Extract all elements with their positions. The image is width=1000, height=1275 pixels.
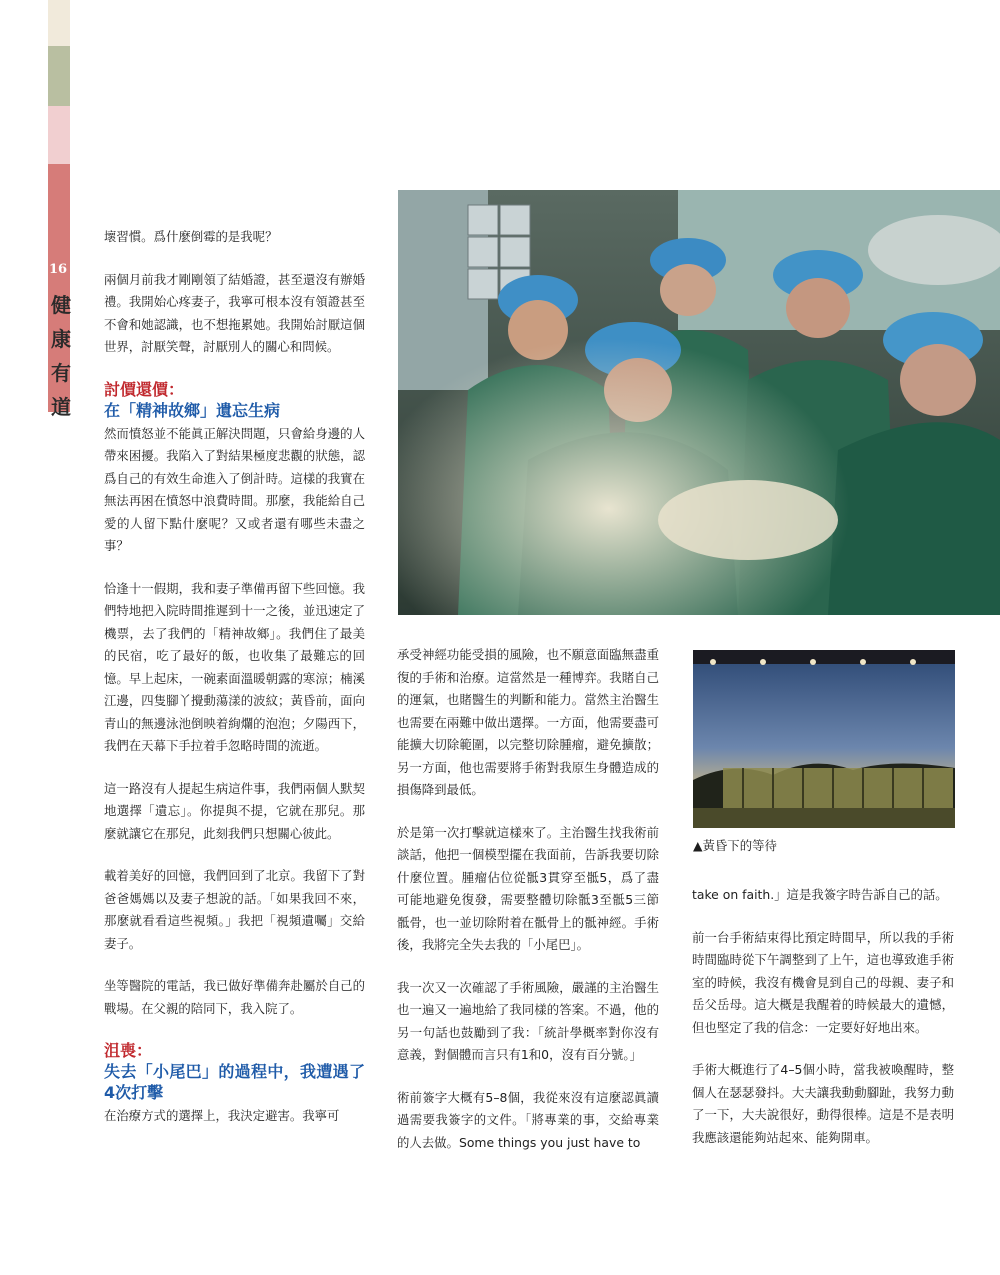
photo-caption: ▲黃昏下的等待: [693, 838, 777, 853]
strip-pink: [48, 106, 70, 164]
text-column-3: [692, 884, 954, 1169]
paragraph: 手術大概進行了4–5個小時，當我被喚醒時，整個人在瑟瑟發抖。大夫讓我動動腳趾，我努力動了一下，大夫說很好，動得很棒。這是不是表明我應該還能夠站起來、能夠開車。: [692, 1062, 954, 1145]
paragraph: 承受神經功能受損的風險，也不願意面臨無盡重復的手術和治療。這當然是一種博弈。我賭自己的運氣，也賭醫生的判斷和能力。當然主治醫生也需要在兩難中做出選擇。一方面，他需要盡可能擴大切除範圍，以完整切除腫瘤，避免擴散；另一方面，他也需要將手術對我原生身體造成的損傷降到最低。: [397, 647, 659, 797]
sunset-photo: [693, 650, 955, 828]
subheading-label: 沮喪：: [104, 1041, 153, 1060]
subheading-text: 在「精神故鄉」遺忘生病: [104, 400, 281, 420]
text-column-1: [104, 226, 365, 1148]
strip-cream: [48, 0, 70, 46]
text-column-2: [397, 644, 659, 1174]
paragraph: 兩個月前我才剛剛領了結婚證，甚至還沒有辦婚禮。我開始心疼妻子，我寧可根本沒有領證甚至不會和她認識，也不想拖累她。我開始討厭這個世界，討厭笑聲，討厭別人的關心和問候。: [104, 271, 365, 354]
paragraph: 恰逢十一假期，我和妻子準備再留下些回憶。我們特地把入院時間推遲到十一之後，並迅速定了機票，去了我們的「精神故鄉」。我們住了最美的民宿，吃了最好的飯，也收集了最難忘的回憶。早上起床，一碗素面溫暖朝露的寒涼；楠溪江邊，四隻腳丫攪動蕩漾的波紋；黃昏前，面向青山的無邊泳池倒映着絢爛的泡泡；夕陽西下，我們在天幕下手拉着手忽略時間的流逝。: [104, 580, 365, 753]
strip-olive: [48, 46, 70, 106]
paragraph: 我一次又一次確認了手術風險，嚴謹的主治醫生也一遍又一遍地給了我同樣的答案。不過，他的另一句話也鼓勵到了我：「統計學概率對你沒有意義，對個體而言只有1和0，沒有百分號。」: [397, 979, 659, 1062]
paragraph: 這一路沒有人提起生病這件事，我們兩個人默契地選擇「遺忘」。你提與不提，它就在那兒。那麼就讓它在那兒，此刻我們只想關心彼此。: [104, 780, 365, 841]
subheading-text: 失去「小尾巴」的過程中，我遭遇了4次打擊: [104, 1062, 365, 1102]
paragraph: take on faith.」這是我簽字時告訴自己的話。: [692, 887, 948, 902]
subheading-depression: [104, 1040, 365, 1103]
paragraph: 在治療方式的選擇上，我決定避害。我寧可: [104, 1108, 340, 1123]
paragraph: 於是第一次打擊就這樣來了。主治醫生找我術前談話，他把一個模型擺在我面前，告訴我要切除什麼位置。腫瘤佔位從骶3貫穿至骶5，爲了盡可能地避免復發，需要整體切除骶3至骶5三節骶骨，也一並切除附着在骶骨上的骶神經。手術後，我將完全失去我的「小尾巴」。: [397, 824, 659, 952]
paragraph: 載着美好的回憶，我們回到了北京。我留下了對爸爸媽媽以及妻子想說的話。「如果我回不來，那麼就看看這些視頻。」我把「視頻遺囑」交給妻子。: [104, 868, 365, 951]
paragraph: 坐等醫院的電話，我已做好準備奔赴屬於自己的戰場。在父親的陪同下，我入院了。: [104, 978, 365, 1016]
subheading-label: 討價還價：: [104, 379, 185, 399]
page-number: 16: [49, 262, 68, 277]
subheading-bargaining: [104, 379, 365, 421]
section-title: 健康有道: [51, 293, 71, 419]
paragraph: 壞習慣。爲什麼倒霉的是我呢？: [104, 229, 278, 244]
paragraph: 術前簽字大概有5–8個，我從來沒有這麼認眞讀過需要我簽字的文件。「將專業的事，交給專業的人去做。Some things you just have to: [397, 1089, 659, 1150]
paragraph: 前一台手術結束得比預定時間早，所以我的手術時間臨時從下午調整到了上午，這也導致進手術室的時候，我沒有機會見到自己的母親、妻子和岳父岳母。這大概是我醒着的時候最大的遺憾，但也堅定了我的信念：一定要好好地出來。: [692, 929, 954, 1035]
paragraph: 然而憤怒並不能眞正解決問題，只會給身邊的人帶來困擾。我陷入了對結果極度悲觀的狀態，認爲自己的有效生命進入了倒計時。這樣的我實在無法再困在憤怒中浪費時間。那麼，我能給自己愛的人留下點什麼呢？又或者還有哪些未盡之事？: [104, 425, 365, 553]
surgery-photo: [398, 190, 1000, 615]
